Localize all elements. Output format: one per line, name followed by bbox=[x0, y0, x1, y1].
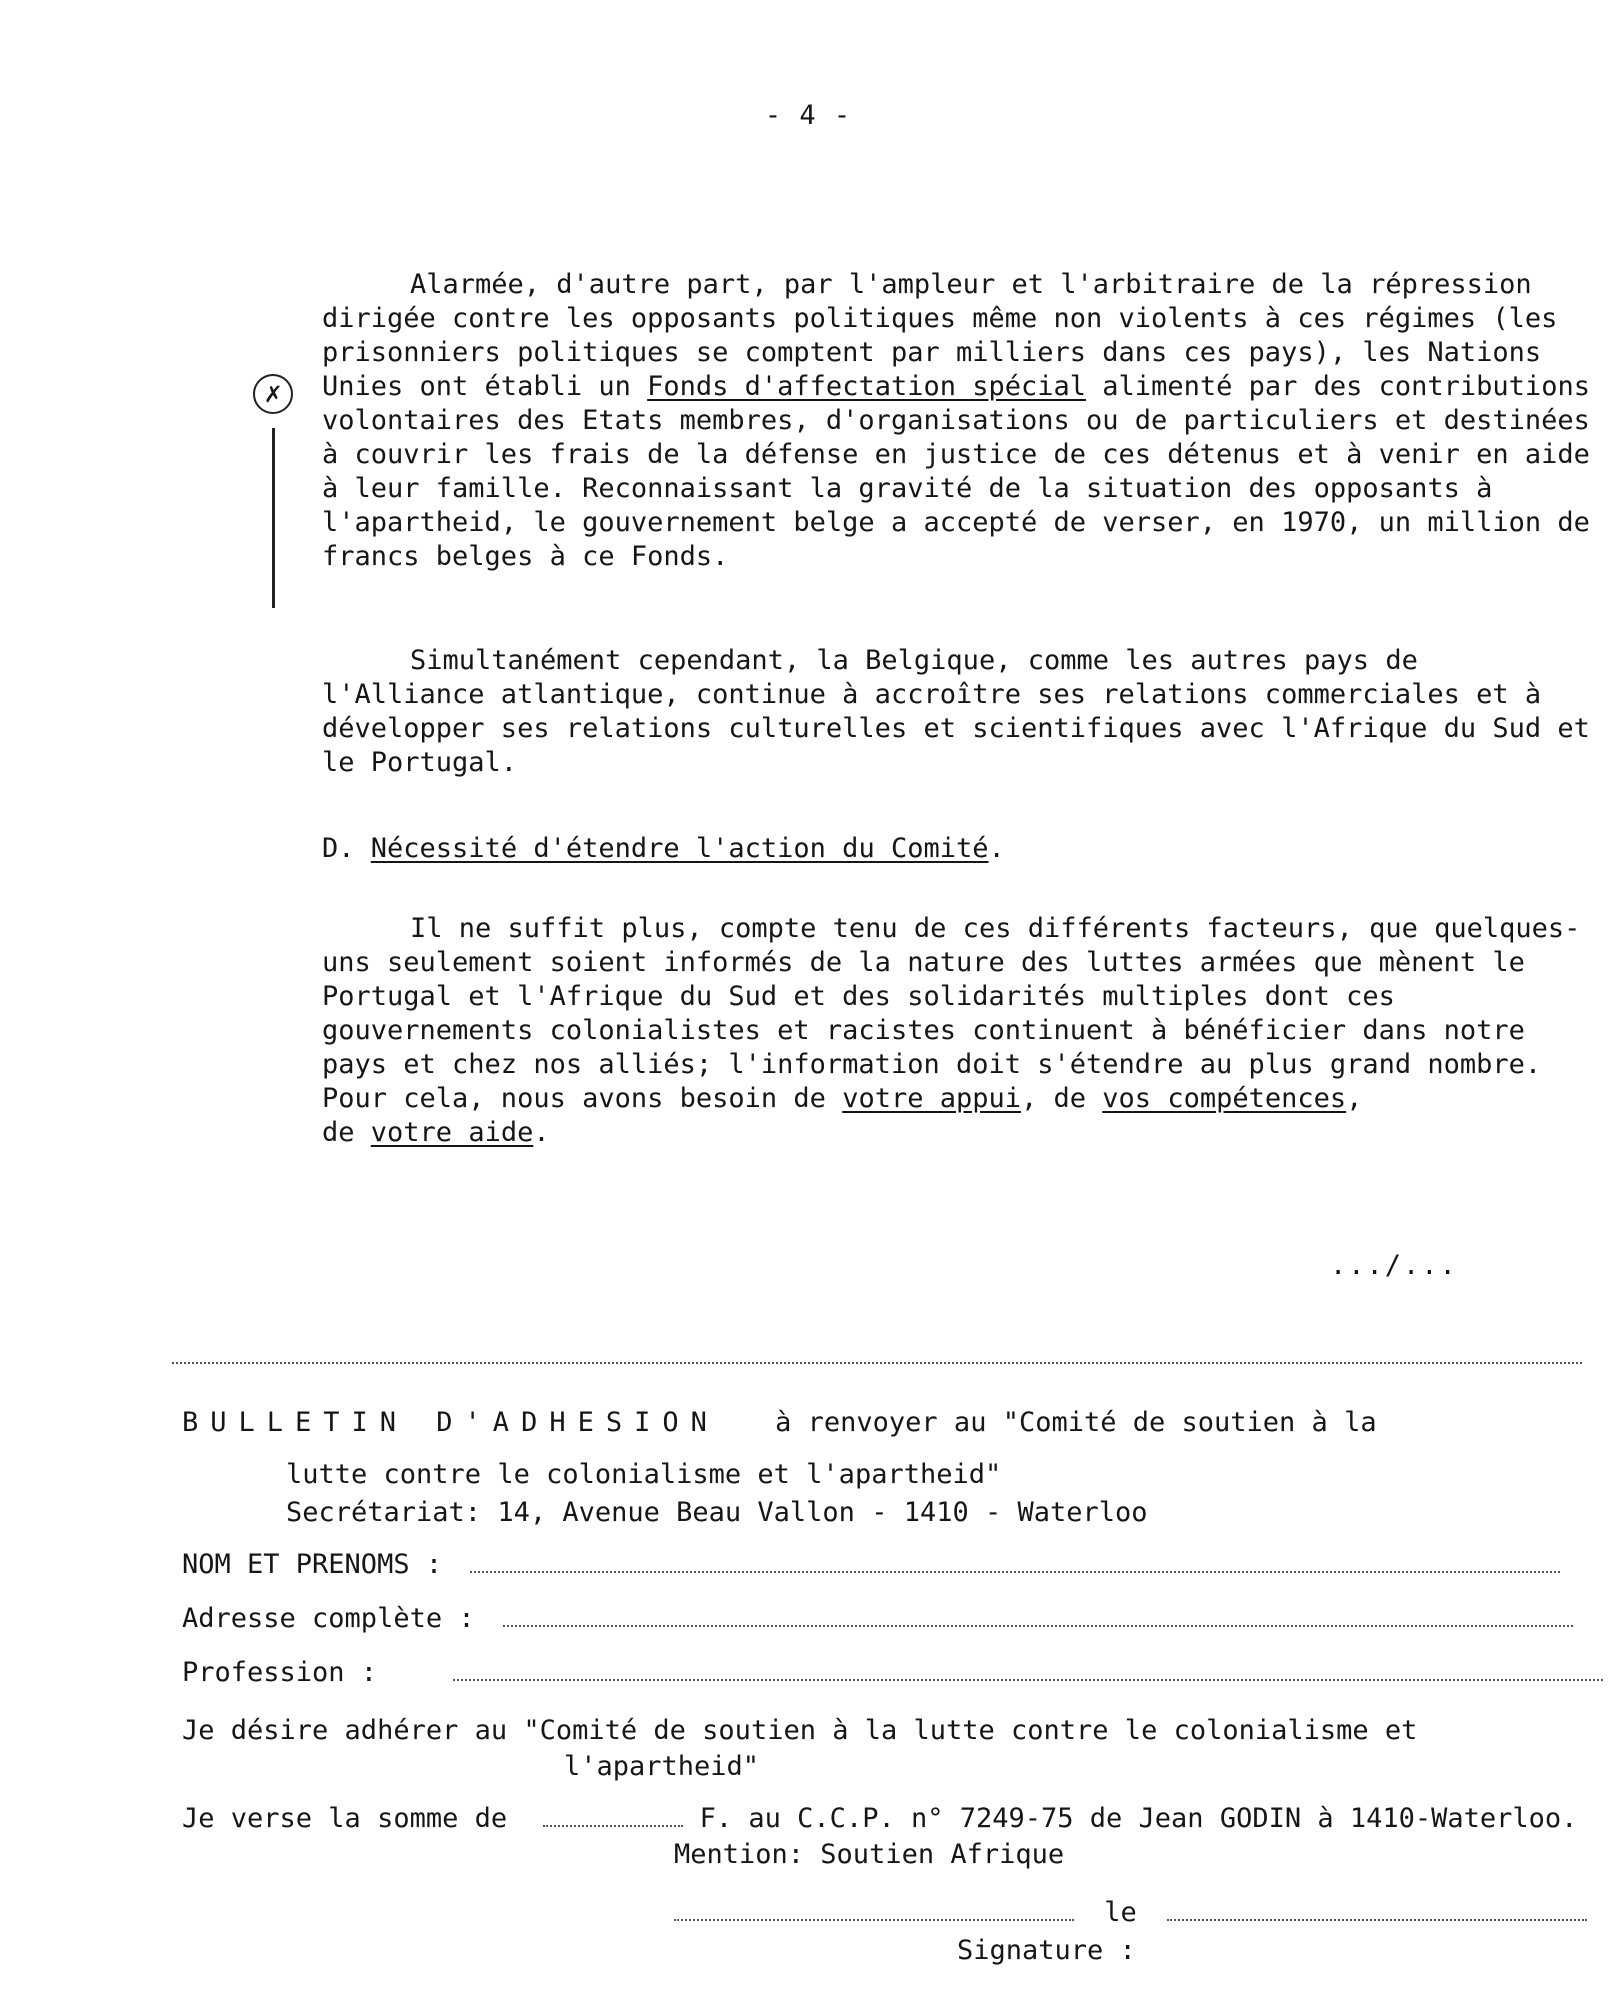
profession-row bbox=[182, 1656, 1603, 1690]
margin-annotation bbox=[253, 374, 293, 414]
place-field[interactable] bbox=[674, 1897, 1074, 1921]
votre-aide: votre aide bbox=[370, 1117, 534, 1148]
paragraph-1 bbox=[322, 268, 1592, 574]
paragraph-3 bbox=[322, 912, 1592, 1150]
page-number: - 4 - bbox=[764, 100, 852, 131]
p4-text-b: , de bbox=[1021, 1083, 1087, 1114]
payment-mention: Mention: Soutien Afrique bbox=[674, 1839, 1065, 1870]
name-row bbox=[182, 1548, 1560, 1582]
address-row bbox=[182, 1602, 1573, 1636]
send-to-text: à renvoyer au "Comité de soutien à la bbox=[775, 1407, 1377, 1438]
section-heading bbox=[322, 832, 1592, 866]
paragraph-1-rest: alimenté par des contributions volontaires des Etats membres, d'organisations ou de particuliers et destinées à couvrir les frais de la défense en justice de ces détenus et à venir en aide à leur famille. Reconnaissant la gravité de la situation des opposants à l'apartheid, le gouvernement belge a accepté de verser, en 1970, un million de francs belges à ce Fonds. bbox=[322, 371, 1590, 572]
paragraph-4 bbox=[322, 1082, 1592, 1150]
heading-end: . bbox=[988, 833, 1005, 864]
paragraph-1-text: Alarmée, d'autre part, par l'ampleur et l'arbitraire de la répression dirigée contre les opposants politiques même non violents à ces régimes (les prisonniers politiques se comptent par milliers dans ces pays), les Nations Unies ont établi un bbox=[322, 269, 1558, 402]
signature-label: Signature : bbox=[957, 1935, 1136, 1966]
paragraph-2-text: Simultanément cependant, la Belgique, comme les autres pays de l'Alliance atlantique, continue à accroître ses relations commerciales et à développer ses relations culturelles et scientifiques avec l'Afrique du Sud et le Portugal. bbox=[322, 645, 1590, 778]
join-text: Je désire adhérer au "Comité de soutien à la lutte contre le colonialisme et bbox=[182, 1715, 1418, 1746]
join-text-2: l'apartheid" bbox=[564, 1751, 760, 1782]
payment-detail: F. au C.C.P. n° 7249-75 de Jean GODIN à 1410-Waterloo. bbox=[699, 1803, 1578, 1834]
continuation-mark: .../... bbox=[1330, 1250, 1458, 1281]
heading-letter: D. bbox=[322, 833, 355, 864]
amount-field[interactable] bbox=[543, 1803, 683, 1827]
heading-text: Nécessité d'étendre l'action du Comité bbox=[370, 833, 989, 864]
form-title: BULLETIN D'ADHESION bbox=[182, 1407, 719, 1438]
fonds-link-text: Fonds d'affectation spécial bbox=[647, 371, 1087, 402]
cut-line bbox=[172, 1362, 1582, 1364]
send-to-line-2: lutte contre le colonialisme et l'apartheid" bbox=[286, 1459, 1002, 1490]
paragraph-3-text: Il ne suffit plus, compte tenu de ces différents facteurs, que quelques-uns seulement soient informés de la nature des luttes armées que mènent le Portugal et l'Afrique du Sud et des solidarités multiples dont ces gouvernements colonialistes et racistes continuent à bénéficier dans notre pays et chez nos alliés; l'information doit s'étendre au plus grand nombre. bbox=[322, 913, 1581, 1080]
payment-label: Je verse la somme de bbox=[182, 1803, 508, 1834]
profession-field[interactable] bbox=[453, 1657, 1603, 1681]
circled-x-icon: ✗ bbox=[253, 374, 293, 414]
secretariat-address: Secrétariat: 14, Avenue Beau Vallon - 1410 - Waterloo bbox=[286, 1497, 1148, 1528]
date-field[interactable] bbox=[1167, 1897, 1587, 1921]
vos-competences: vos compétences bbox=[1102, 1083, 1347, 1114]
p4-text-e: . bbox=[533, 1117, 550, 1148]
name-field[interactable] bbox=[470, 1549, 1560, 1573]
votre-appui: votre appui bbox=[842, 1083, 1021, 1114]
p4-text-c: , bbox=[1346, 1083, 1363, 1114]
profession-label: Profession : bbox=[182, 1657, 378, 1688]
name-label: NOM ET PRENOMS : bbox=[182, 1549, 443, 1580]
p4-text-a: Pour cela, nous avons besoin de bbox=[322, 1083, 826, 1114]
address-label: Adresse complète : bbox=[182, 1603, 475, 1634]
date-row bbox=[674, 1896, 1587, 1930]
address-field[interactable] bbox=[503, 1603, 1573, 1627]
margin-bar bbox=[272, 428, 275, 608]
p4-text-d: de bbox=[322, 1117, 355, 1148]
payment-row bbox=[182, 1802, 1577, 1836]
date-le-label: le bbox=[1104, 1897, 1137, 1928]
paragraph-2 bbox=[322, 644, 1592, 780]
